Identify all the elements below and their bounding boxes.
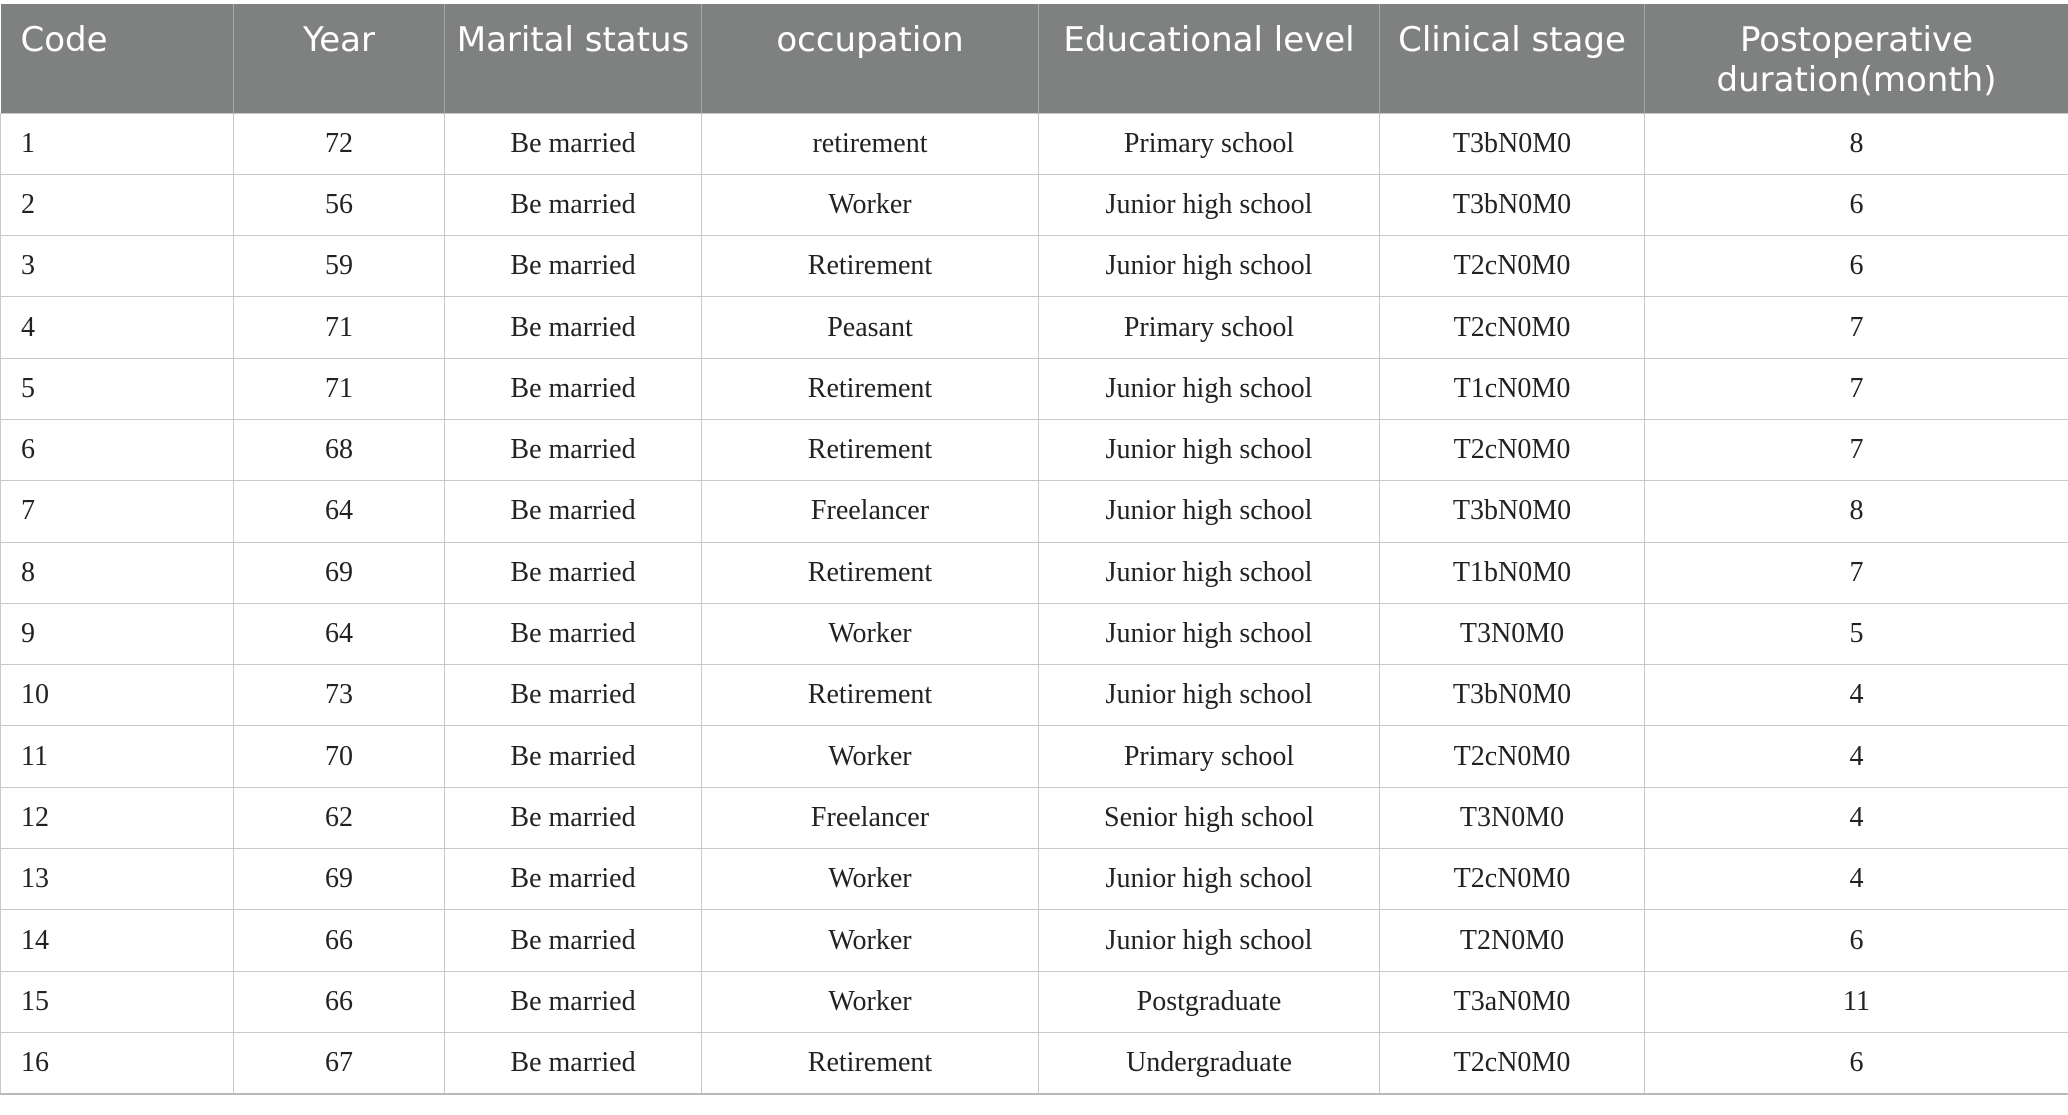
- table-row: [1, 787, 2068, 848]
- cell-clinical-stage: T2cN0M0: [1380, 849, 1645, 910]
- cell-occupation: Freelancer: [702, 481, 1039, 542]
- cell-year: 73: [234, 665, 445, 726]
- cell-postoperative-duration: 8: [1645, 113, 2068, 174]
- cell-occupation: retirement: [702, 113, 1039, 174]
- header-row: [1, 4, 2068, 113]
- cell-year: 69: [234, 849, 445, 910]
- cell-year: 64: [234, 603, 445, 664]
- cell-postoperative-duration: 4: [1645, 665, 2068, 726]
- cell-educational-level: Junior high school: [1039, 542, 1380, 603]
- table-row: [1, 236, 2068, 297]
- cell-postoperative-duration: 7: [1645, 358, 2068, 419]
- cell-educational-level: Junior high school: [1039, 481, 1380, 542]
- cell-marital-status: Be married: [445, 174, 702, 235]
- cell-occupation: Retirement: [702, 542, 1039, 603]
- table-row: [1, 1032, 2068, 1093]
- cell-occupation: Worker: [702, 603, 1039, 664]
- table-row: [1, 174, 2068, 235]
- table-row: [1, 419, 2068, 480]
- cell-clinical-stage: T2cN0M0: [1380, 236, 1645, 297]
- cell-occupation: Freelancer: [702, 787, 1039, 848]
- cell-occupation: Retirement: [702, 1032, 1039, 1093]
- cell-marital-status: Be married: [445, 297, 702, 358]
- header-year: Year: [234, 4, 445, 113]
- cell-postoperative-duration: 5: [1645, 603, 2068, 664]
- cell-educational-level: Junior high school: [1039, 358, 1380, 419]
- cell-clinical-stage: T2cN0M0: [1380, 419, 1645, 480]
- cell-clinical-stage: T3N0M0: [1380, 603, 1645, 664]
- cell-year: 70: [234, 726, 445, 787]
- cell-postoperative-duration: 4: [1645, 849, 2068, 910]
- cell-educational-level: Senior high school: [1039, 787, 1380, 848]
- cell-year: 67: [234, 1032, 445, 1093]
- cell-occupation: Retirement: [702, 419, 1039, 480]
- cell-year: 72: [234, 113, 445, 174]
- cell-year: 62: [234, 787, 445, 848]
- cell-occupation: Worker: [702, 910, 1039, 971]
- cell-clinical-stage: T3bN0M0: [1380, 665, 1645, 726]
- table-row: [1, 726, 2068, 787]
- table-body: [1, 113, 2068, 1094]
- cell-year: 69: [234, 542, 445, 603]
- cell-code: 5: [1, 358, 234, 419]
- cell-code: 9: [1, 603, 234, 664]
- header-marital-status: Marital status: [445, 4, 702, 113]
- cell-occupation: Retirement: [702, 236, 1039, 297]
- cell-code: 11: [1, 726, 234, 787]
- cell-educational-level: Junior high school: [1039, 174, 1380, 235]
- cell-occupation: Worker: [702, 174, 1039, 235]
- cell-postoperative-duration: 11: [1645, 971, 2068, 1032]
- cell-clinical-stage: T3bN0M0: [1380, 481, 1645, 542]
- cell-educational-level: Primary school: [1039, 297, 1380, 358]
- cell-postoperative-duration: 6: [1645, 174, 2068, 235]
- table-row: [1, 910, 2068, 971]
- cell-educational-level: Junior high school: [1039, 910, 1380, 971]
- cell-occupation: Retirement: [702, 665, 1039, 726]
- cell-educational-level: Undergraduate: [1039, 1032, 1380, 1093]
- cell-code: 7: [1, 481, 234, 542]
- cell-year: 71: [234, 297, 445, 358]
- cell-clinical-stage: T2cN0M0: [1380, 297, 1645, 358]
- cell-postoperative-duration: 8: [1645, 481, 2068, 542]
- header-clinical-stage: Clinical stage: [1380, 4, 1645, 113]
- cell-code: 16: [1, 1032, 234, 1093]
- cell-occupation: Worker: [702, 849, 1039, 910]
- cell-marital-status: Be married: [445, 358, 702, 419]
- cell-marital-status: Be married: [445, 419, 702, 480]
- cell-marital-status: Be married: [445, 481, 702, 542]
- cell-marital-status: Be married: [445, 665, 702, 726]
- cell-code: 2: [1, 174, 234, 235]
- header-postoperative-duration: Postoperative duration(month): [1645, 4, 2068, 113]
- cell-occupation: Worker: [702, 971, 1039, 1032]
- cell-occupation: Worker: [702, 726, 1039, 787]
- table-row: [1, 603, 2068, 664]
- cell-code: 10: [1, 665, 234, 726]
- cell-educational-level: Primary school: [1039, 113, 1380, 174]
- cell-clinical-stage: T3aN0M0: [1380, 971, 1645, 1032]
- table-row: [1, 481, 2068, 542]
- cell-marital-status: Be married: [445, 603, 702, 664]
- cell-educational-level: Junior high school: [1039, 236, 1380, 297]
- cell-year: 64: [234, 481, 445, 542]
- cell-postoperative-duration: 6: [1645, 1032, 2068, 1093]
- cell-postoperative-duration: 7: [1645, 542, 2068, 603]
- cell-clinical-stage: T2cN0M0: [1380, 726, 1645, 787]
- header-educational-level: Educational level: [1039, 4, 1380, 113]
- cell-marital-status: Be married: [445, 971, 702, 1032]
- cell-clinical-stage: T2N0M0: [1380, 910, 1645, 971]
- cell-code: 8: [1, 542, 234, 603]
- cell-educational-level: Primary school: [1039, 726, 1380, 787]
- table-row: [1, 971, 2068, 1032]
- cell-code: 15: [1, 971, 234, 1032]
- cell-clinical-stage: T3bN0M0: [1380, 174, 1645, 235]
- cell-marital-status: Be married: [445, 849, 702, 910]
- cell-marital-status: Be married: [445, 910, 702, 971]
- cell-marital-status: Be married: [445, 236, 702, 297]
- table-row: [1, 849, 2068, 910]
- cell-educational-level: Junior high school: [1039, 665, 1380, 726]
- cell-educational-level: Postgraduate: [1039, 971, 1380, 1032]
- table-row: [1, 297, 2068, 358]
- cell-postoperative-duration: 6: [1645, 910, 2068, 971]
- cell-clinical-stage: T3bN0M0: [1380, 113, 1645, 174]
- cell-year: 66: [234, 910, 445, 971]
- cell-educational-level: Junior high school: [1039, 419, 1380, 480]
- cell-clinical-stage: T3N0M0: [1380, 787, 1645, 848]
- table-row: [1, 665, 2068, 726]
- cell-year: 56: [234, 174, 445, 235]
- table-row: [1, 358, 2068, 419]
- cell-marital-status: Be married: [445, 726, 702, 787]
- cell-marital-status: Be married: [445, 542, 702, 603]
- cell-year: 68: [234, 419, 445, 480]
- cell-clinical-stage: T1cN0M0: [1380, 358, 1645, 419]
- cell-code: 14: [1, 910, 234, 971]
- cell-educational-level: Junior high school: [1039, 603, 1380, 664]
- table-row: [1, 542, 2068, 603]
- cell-postoperative-duration: 6: [1645, 236, 2068, 297]
- cell-occupation: Retirement: [702, 358, 1039, 419]
- cell-code: 4: [1, 297, 234, 358]
- table-header: [1, 4, 2068, 113]
- cell-code: 1: [1, 113, 234, 174]
- cell-year: 59: [234, 236, 445, 297]
- cell-year: 71: [234, 358, 445, 419]
- cell-year: 66: [234, 971, 445, 1032]
- cell-postoperative-duration: 7: [1645, 419, 2068, 480]
- cell-postoperative-duration: 4: [1645, 787, 2068, 848]
- cell-postoperative-duration: 7: [1645, 297, 2068, 358]
- cell-code: 3: [1, 236, 234, 297]
- cell-marital-status: Be married: [445, 113, 702, 174]
- cell-clinical-stage: T1bN0M0: [1380, 542, 1645, 603]
- cell-educational-level: Junior high school: [1039, 849, 1380, 910]
- cell-clinical-stage: T2cN0M0: [1380, 1032, 1645, 1093]
- cell-marital-status: Be married: [445, 787, 702, 848]
- cell-marital-status: Be married: [445, 1032, 702, 1093]
- table-row: [1, 113, 2068, 174]
- cell-code: 12: [1, 787, 234, 848]
- header-code: Code: [1, 4, 234, 113]
- cell-code: 6: [1, 419, 234, 480]
- cell-occupation: Peasant: [702, 297, 1039, 358]
- header-occupation: occupation: [702, 4, 1039, 113]
- cell-code: 13: [1, 849, 234, 910]
- cell-postoperative-duration: 4: [1645, 726, 2068, 787]
- patient-table: [0, 4, 2068, 1095]
